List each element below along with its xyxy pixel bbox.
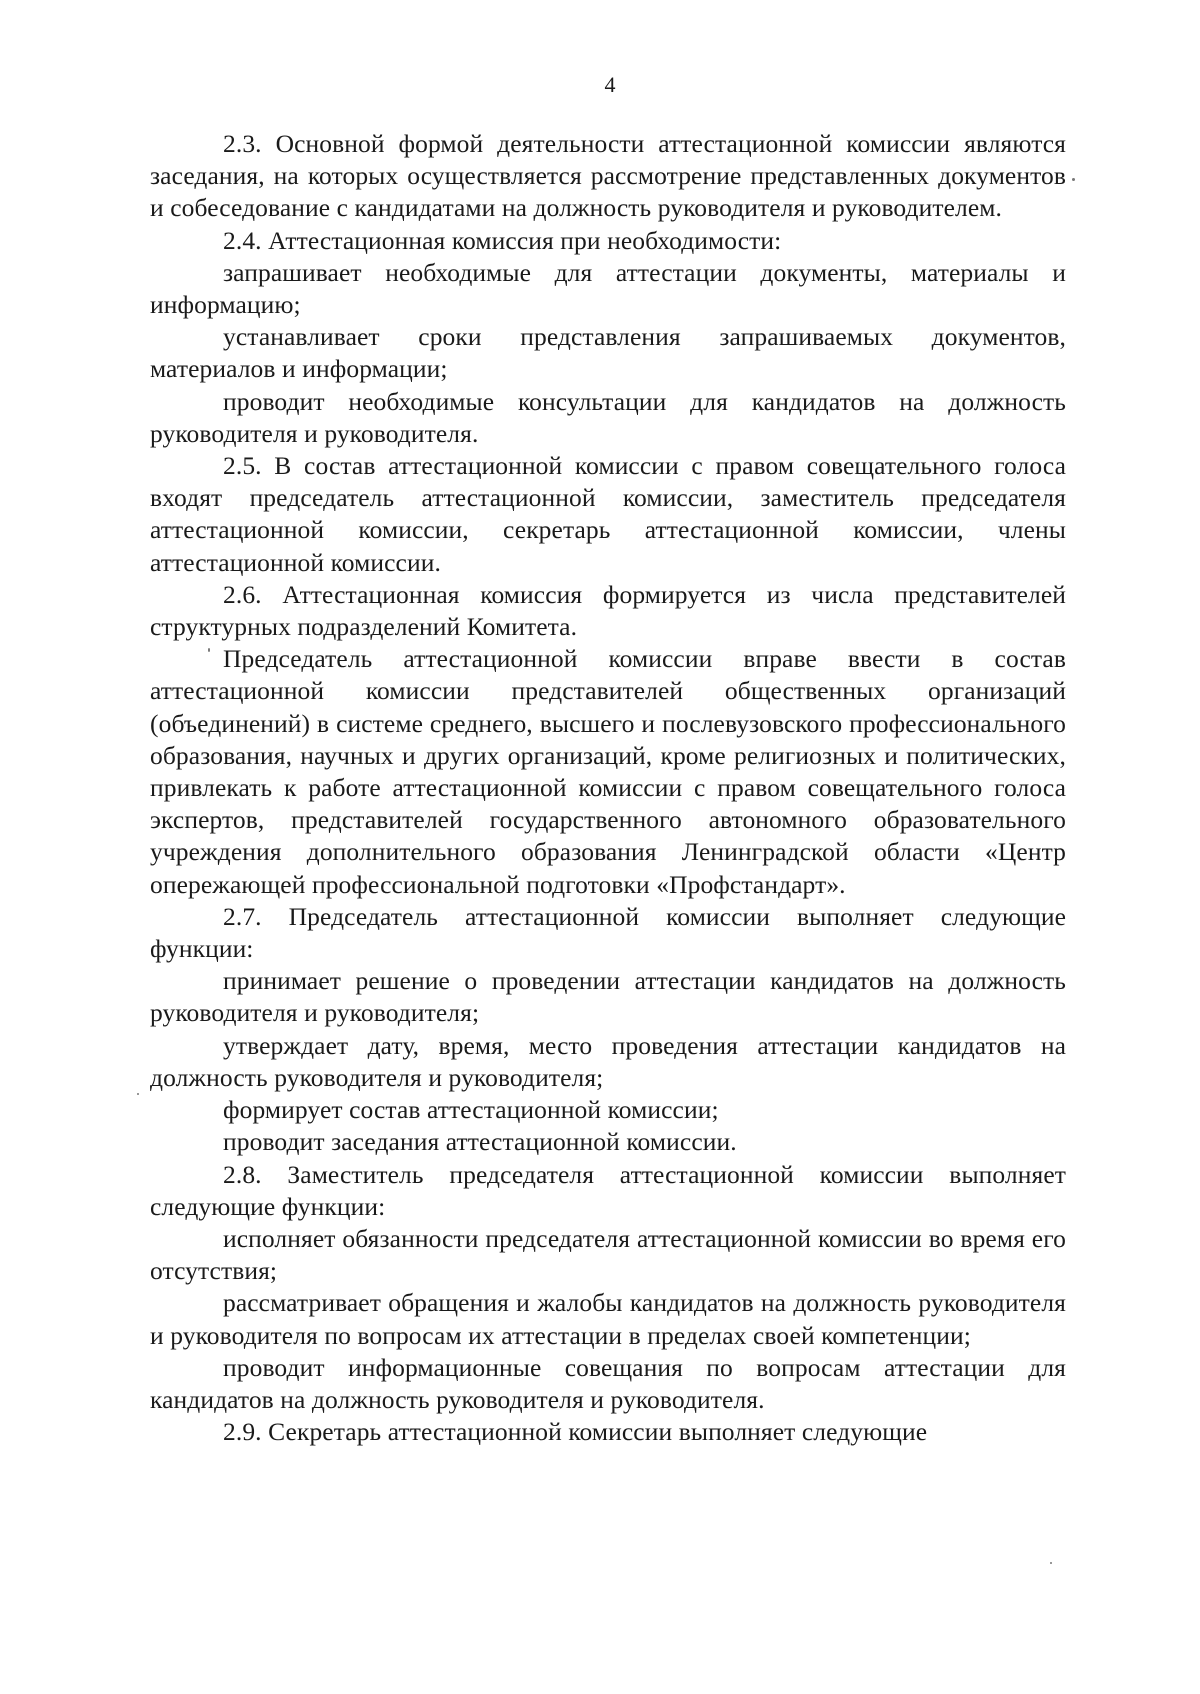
paragraph-2-4-item-2: устанавливает сроки представления запрашиваемых документов, материалов и информации; xyxy=(150,322,1066,384)
paragraph-2-7-item-3: формирует состав аттестационной комиссии; xyxy=(223,1095,719,1125)
paragraph-2-7-item-4: проводит заседания аттестационной комиссии. xyxy=(223,1127,737,1157)
scan-speck xyxy=(1072,178,1075,181)
scan-speck xyxy=(1050,1562,1052,1564)
paragraph-2-4: 2.4. Аттестационная комиссия при необходимости: xyxy=(223,225,782,255)
paragraph-2-4-item-3: проводит необходимые консультации для кандидатов на должность руководителя и руководителя. xyxy=(150,386,1066,448)
paragraph-2-8: 2.8. Заместитель председателя аттестационной комиссии выполняет следующие функции: xyxy=(150,1159,1066,1221)
paragraph-2-8-item-1: исполняет обязанности председателя аттестационной комиссии во время его отсутствия; xyxy=(150,1223,1066,1286)
paragraph-2-9: 2.9. Секретарь аттестационной комиссии выполняет следующие xyxy=(223,1417,928,1447)
paragraph-2-6-continuation: Председатель аттестационной комиссии вправе ввести в состав аттестационной комиссии представителей общественных организаций (объединений) в системе среднего, высшего и послевузовского профессионального образования, научных и других организаций, кроме религиозных и политических, привлекать к работе аттестационной комиссии с правом совещательного голоса экспертов, представителей государственного автономного образовательного учреждения дополнительного образования Ленинградской области «Центр опережающей профессиональной подготовки «Профстандарт». xyxy=(150,644,1066,899)
paragraph-2-7-item-2: утверждает дату, время, место проведения аттестации кандидатов на должность руководителя и руководителя; xyxy=(150,1030,1066,1092)
paragraph-2-8-item-3: проводит информационные совещания по вопросам аттестации для кандидатов на должность руководителя и руководителя. xyxy=(150,1352,1066,1414)
paragraph-2-4-item-1: запрашивает необходимые для аттестации документы, материалы и информацию; xyxy=(150,257,1066,320)
document-body xyxy=(150,128,1066,1448)
page-number: 4 xyxy=(604,72,616,97)
paragraph-2-7: 2.7. Председатель аттестационной комиссии выполняет следующие функции: xyxy=(150,901,1066,964)
scan-speck xyxy=(137,1093,139,1095)
paragraph-2-8-item-2: рассматривает обращения и жалобы кандидатов на должность руководителя и руководителя по вопросам их аттестации в пределах своей компетенции; xyxy=(150,1288,1066,1350)
paragraph-2-5: 2.5. В состав аттестационной комиссии с правом совещательного голоса входят председатель аттестационной комиссии, заместитель председателя аттестационной комиссии, секретарь аттестационной комиссии, члены аттестационной комиссии. xyxy=(150,451,1066,577)
paragraph-2-3: 2.3. Основной формой деятельности аттестационной комиссии являются заседания, на которых осуществляется рассмотрение представленных документов и собеседование с кандидатами на должность руководителя и руководителем. xyxy=(150,129,1066,223)
paragraph-2-7-item-1: принимает решение о проведении аттестации кандидатов на должность руководителя и руководителя; xyxy=(150,966,1066,1028)
paragraph-2-6: 2.6. Аттестационная комиссия формируется из числа представителей структурных подразделений Комитета. xyxy=(150,579,1066,642)
scan-speck xyxy=(208,648,210,652)
